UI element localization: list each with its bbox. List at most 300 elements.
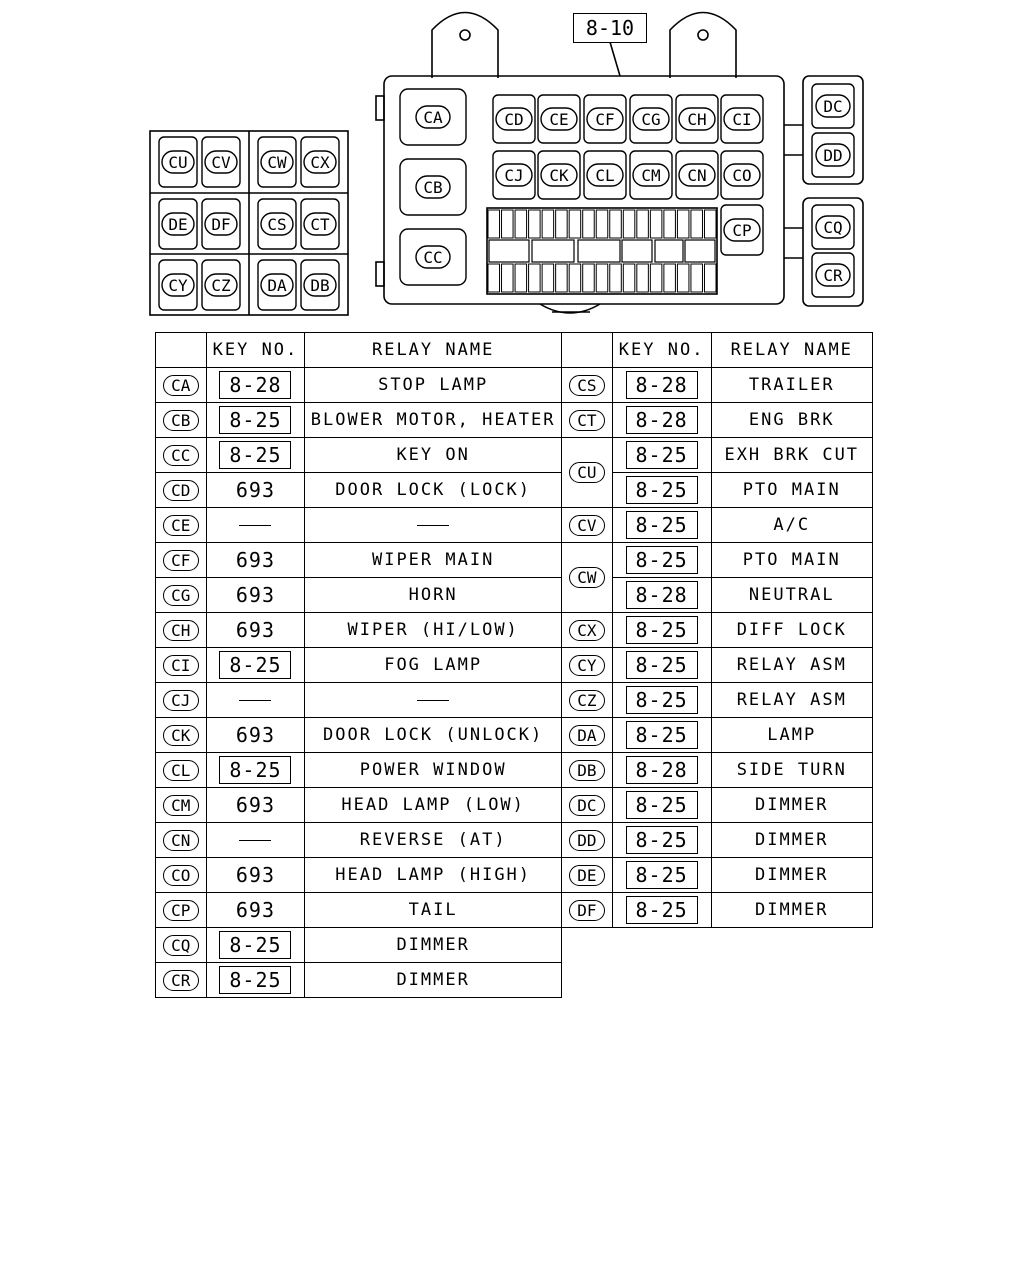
relay-code-label: CS <box>267 215 287 234</box>
relay-name-cell: DIMMER <box>711 823 873 858</box>
key-number: 8-28 <box>626 756 698 784</box>
relay-name-cell <box>305 508 562 543</box>
relay-name-cell: EXH BRK CUT <box>711 438 873 473</box>
key-no-cell <box>206 648 305 683</box>
relay-code-label: CE <box>549 110 569 129</box>
relay-dc <box>812 84 854 128</box>
relay-cx <box>301 137 339 187</box>
fuse-slot <box>583 210 595 238</box>
table-row <box>562 648 873 683</box>
relay-code-cell <box>156 543 207 578</box>
housing-key-label: 8-10 <box>573 13 647 43</box>
key-number: 8-28 <box>626 371 698 399</box>
relay-code-label: CG <box>641 110 661 129</box>
table-row <box>156 893 562 928</box>
table-row <box>562 508 873 543</box>
relay-name-cell: DIMMER <box>711 788 873 823</box>
key-number: 8-25 <box>626 616 698 644</box>
relay-name-cell: BLOWER MOTOR, HEATER <box>305 403 562 438</box>
relay-code-label: CU <box>168 153 188 172</box>
key-no-cell <box>206 893 305 928</box>
relay-name-cell: LAMP <box>711 718 873 753</box>
relay-name-cell: HEAD LAMP (LOW) <box>305 788 562 823</box>
relay-code-label: DA <box>267 276 287 295</box>
key-number: 8-25 <box>626 721 698 749</box>
fuse-slot-large <box>685 240 715 262</box>
key-no-cell <box>612 718 711 753</box>
key-number: 8-25 <box>626 651 698 679</box>
relay-name-cell: FOG LAMP <box>305 648 562 683</box>
relay-co <box>721 151 763 199</box>
relay-cq <box>812 205 854 249</box>
table-row <box>156 858 562 893</box>
relay-code-badge: CF <box>163 550 199 571</box>
key-no-cell <box>206 928 305 963</box>
fuse-slot <box>488 264 500 292</box>
relay-code-label: CK <box>549 166 569 185</box>
relay-code-badge: CC <box>163 445 199 466</box>
key-number: 693 <box>235 618 276 642</box>
table-row <box>562 753 873 788</box>
key-no-cell <box>612 438 711 473</box>
relay-cw <box>258 137 296 187</box>
relay-cj <box>493 151 535 199</box>
fuse-slot <box>502 264 514 292</box>
fuse-slot <box>569 264 581 292</box>
relay-code-badge: CI <box>163 655 199 676</box>
relay-code-cell <box>562 858 613 893</box>
relay-code-label: CZ <box>211 276 231 295</box>
relay-name-cell: HEAD LAMP (HIGH) <box>305 858 562 893</box>
fuse-slot <box>691 210 703 238</box>
key-number: 8-25 <box>219 406 291 434</box>
key-no-cell <box>206 368 305 403</box>
relay-code-label: CY <box>168 276 188 295</box>
table-row <box>156 578 562 613</box>
relay-cf <box>584 95 626 143</box>
key-no-cell <box>206 543 305 578</box>
relay-code-badge: CZ <box>569 690 605 711</box>
relay-cp <box>721 205 763 255</box>
relay-code-cell <box>156 368 207 403</box>
table-row <box>156 753 562 788</box>
fuse-slot <box>664 210 676 238</box>
relay-code-badge: CQ <box>163 935 199 956</box>
key-no-cell <box>206 963 305 998</box>
fuse-slot <box>664 264 676 292</box>
header-blank <box>156 333 207 368</box>
relay-code-badge: CT <box>569 410 605 431</box>
relay-code-badge: DD <box>569 830 605 851</box>
key-number: 693 <box>235 863 276 887</box>
fuse-slot <box>610 264 622 292</box>
key-no-cell <box>612 403 711 438</box>
relay-cg <box>630 95 672 143</box>
relay-box-diagram <box>0 0 1024 330</box>
table-row <box>562 683 873 718</box>
relay-name-cell: RELAY ASM <box>711 683 873 718</box>
relay-da <box>258 260 296 310</box>
table-row <box>156 718 562 753</box>
relay-code-cell <box>562 508 613 543</box>
relay-db <box>301 260 339 310</box>
fuse-slot <box>529 264 541 292</box>
relay-name-cell: POWER WINDOW <box>305 753 562 788</box>
fuse-slot <box>556 210 568 238</box>
relay-code-cell <box>156 963 207 998</box>
key-number: 8-25 <box>626 546 698 574</box>
relay-code-cell <box>562 753 613 788</box>
relay-code-cell <box>156 718 207 753</box>
relay-code-badge: CG <box>163 585 199 606</box>
relay-name-cell: DIFF LOCK <box>711 613 873 648</box>
relay-cy <box>159 260 197 310</box>
relay-code-label: CQ <box>823 218 843 237</box>
relay-code-cell <box>156 823 207 858</box>
relay-name-cell: PTO MAIN <box>711 543 873 578</box>
relay-code-badge: CP <box>163 900 199 921</box>
key-number: 8-25 <box>219 931 291 959</box>
key-no-cell <box>206 508 305 543</box>
relay-cs <box>258 199 296 249</box>
relay-name-cell: WIPER (HI/LOW) <box>305 613 562 648</box>
relay-code-cell <box>562 718 613 753</box>
header-relay-name: RELAY NAME <box>305 333 562 368</box>
fuse-slot <box>569 210 581 238</box>
relay-code-cell <box>156 508 207 543</box>
relay-code-badge: CR <box>163 970 199 991</box>
key-no-cell <box>612 893 711 928</box>
key-no-cell <box>612 578 711 613</box>
relay-code-label: CF <box>595 110 615 129</box>
relay-ck <box>538 151 580 199</box>
relay-name-cell: DOOR LOCK (UNLOCK) <box>305 718 562 753</box>
table-row <box>562 368 873 403</box>
key-no-cell <box>206 473 305 508</box>
table-row <box>156 928 562 963</box>
relay-code-label: CL <box>595 166 615 185</box>
table-row <box>156 543 562 578</box>
relay-code-cell <box>156 613 207 648</box>
fuse-slot <box>637 264 649 292</box>
relay-ct <box>301 199 339 249</box>
table-row <box>156 963 562 998</box>
key-number: 693 <box>235 793 276 817</box>
relay-code-badge: DE <box>569 865 605 886</box>
relay-name-cell: TRAILER <box>711 368 873 403</box>
relay-code-badge: DB <box>569 760 605 781</box>
key-no-cell <box>206 788 305 823</box>
relay-code-label: DC <box>823 97 843 116</box>
key-number: 693 <box>235 478 276 502</box>
key-no-cell <box>612 648 711 683</box>
key-no-cell <box>612 683 711 718</box>
empty-dash <box>239 525 271 526</box>
fuse-slot <box>542 210 554 238</box>
relay-code-badge: CV <box>569 515 605 536</box>
relay-cn <box>676 151 718 199</box>
relay-code-badge: DA <box>569 725 605 746</box>
relay-code-label: CX <box>310 153 330 172</box>
fuse-slot <box>583 264 595 292</box>
key-no-cell <box>612 753 711 788</box>
table-row <box>156 508 562 543</box>
relay-code-cell <box>562 543 613 613</box>
key-number: 8-25 <box>626 791 698 819</box>
relay-code-label: CI <box>732 110 752 129</box>
fuse-slot <box>542 264 554 292</box>
relay-name-cell: STOP LAMP <box>305 368 562 403</box>
relay-code-badge: CH <box>163 620 199 641</box>
fuse-slot <box>704 210 716 238</box>
key-number: 8-25 <box>219 966 291 994</box>
key-number: 693 <box>235 583 276 607</box>
relay-code-cell <box>562 613 613 648</box>
relay-name-cell: DIMMER <box>305 963 562 998</box>
relay-ch <box>676 95 718 143</box>
relay-code-badge: CY <box>569 655 605 676</box>
relay-code-label: CO <box>732 166 752 185</box>
relay-code-label: CD <box>504 110 524 129</box>
relay-cd <box>493 95 535 143</box>
relay-cu <box>159 137 197 187</box>
table-row <box>156 403 562 438</box>
relay-df <box>202 199 240 249</box>
relay-code-label: CC <box>423 248 443 267</box>
relay-code-cell <box>562 893 613 928</box>
relay-code-label: CN <box>687 166 707 185</box>
key-number: 8-25 <box>626 441 698 469</box>
fuse-slot-large <box>578 240 620 262</box>
key-number: 8-28 <box>626 406 698 434</box>
relay-dd <box>812 133 854 177</box>
relay-ci <box>721 95 763 143</box>
fuse-slot <box>488 210 500 238</box>
relay-name-cell: WIPER MAIN <box>305 543 562 578</box>
relay-code-cell <box>562 823 613 858</box>
relay-name-cell: HORN <box>305 578 562 613</box>
relay-cr <box>812 253 854 297</box>
fuse-slot <box>515 210 527 238</box>
fuse-slot <box>596 264 608 292</box>
table-row <box>156 368 562 403</box>
relay-code-cell <box>156 893 207 928</box>
key-number: 8-25 <box>219 441 291 469</box>
relay-code-cell <box>156 403 207 438</box>
key-no-cell <box>206 718 305 753</box>
relay-code-badge: CE <box>163 515 199 536</box>
relay-code-badge: DF <box>569 900 605 921</box>
key-no-cell <box>206 823 305 858</box>
fuse-slot <box>650 210 662 238</box>
relay-cm <box>630 151 672 199</box>
relay-code-label: DF <box>211 215 231 234</box>
key-no-cell <box>612 613 711 648</box>
relay-code-cell <box>562 648 613 683</box>
relay-code-badge: CD <box>163 480 199 501</box>
relay-code-cell <box>156 683 207 718</box>
fuse-slot <box>704 264 716 292</box>
key-no-cell <box>612 473 711 508</box>
fuse-slot-large <box>489 240 529 262</box>
key-no-cell <box>206 403 305 438</box>
table-row <box>156 473 562 508</box>
fuse-slot <box>515 264 527 292</box>
key-no-cell <box>612 543 711 578</box>
relay-code-badge: CK <box>163 725 199 746</box>
relay-code-cell <box>562 403 613 438</box>
relay-code-cell <box>156 473 207 508</box>
relay-code-label: CV <box>211 153 231 172</box>
relay-code-cell <box>156 753 207 788</box>
key-no-cell <box>206 683 305 718</box>
key-number: 8-25 <box>626 476 698 504</box>
relay-cb <box>400 159 466 215</box>
header-key-no: KEY NO. <box>206 333 305 368</box>
relay-code-label: CB <box>423 178 443 197</box>
table-row <box>562 788 873 823</box>
relay-code-cell <box>156 438 207 473</box>
relay-code-badge: DC <box>569 795 605 816</box>
relay-code-cell <box>156 788 207 823</box>
fuse-slot <box>650 264 662 292</box>
header-blank <box>562 333 613 368</box>
relay-cl <box>584 151 626 199</box>
relay-code-badge: CS <box>569 375 605 396</box>
relay-code-cell <box>562 438 613 508</box>
key-number: 693 <box>235 548 276 572</box>
fuse-slot <box>556 264 568 292</box>
empty-dash <box>239 840 271 841</box>
key-no-cell <box>206 613 305 648</box>
header-relay-name: RELAY NAME <box>711 333 873 368</box>
relay-name-cell: A/C <box>711 508 873 543</box>
fuse-slot <box>502 210 514 238</box>
key-number: 8-25 <box>626 826 698 854</box>
relay-cz <box>202 260 240 310</box>
relay-code-badge: CB <box>163 410 199 431</box>
fuse-slot <box>691 264 703 292</box>
relay-code-badge: CU <box>569 462 605 483</box>
fuse-slot-large <box>655 240 683 262</box>
relay-name-cell: NEUTRAL <box>711 578 873 613</box>
relay-code-label: DD <box>823 146 843 165</box>
key-no-cell <box>612 858 711 893</box>
fuse-slot-large <box>622 240 652 262</box>
relay-code-label: DE <box>168 215 188 234</box>
fuse-slot <box>623 210 635 238</box>
relay-code-badge: CW <box>569 567 605 588</box>
relay-name-cell: DIMMER <box>711 858 873 893</box>
key-no-cell <box>206 858 305 893</box>
relay-name-cell: DIMMER <box>305 928 562 963</box>
fuse-slot <box>529 210 541 238</box>
key-number: 8-25 <box>219 651 291 679</box>
table-row <box>156 648 562 683</box>
key-number: 8-28 <box>626 581 698 609</box>
relay-code-label: CT <box>310 215 330 234</box>
key-number: 8-25 <box>219 756 291 784</box>
relay-ca <box>400 89 466 145</box>
table-row <box>562 718 873 753</box>
table-row <box>156 823 562 858</box>
relay-code-cell <box>562 788 613 823</box>
fuse-slot <box>677 210 689 238</box>
key-no-cell <box>206 753 305 788</box>
key-no-cell <box>612 788 711 823</box>
table-row <box>562 613 873 648</box>
relay-code-badge: CX <box>569 620 605 641</box>
relay-code-badge: CM <box>163 795 199 816</box>
relay-name-cell: PTO MAIN <box>711 473 873 508</box>
relay-code-label: CW <box>267 153 287 172</box>
relay-de <box>159 199 197 249</box>
fuse-slot <box>596 210 608 238</box>
fuse-slot <box>637 210 649 238</box>
relay-code-label: CM <box>641 166 661 185</box>
relay-code-label: DB <box>310 276 330 295</box>
table-row <box>156 438 562 473</box>
relay-code-label: CA <box>423 108 443 127</box>
relay-code-cell <box>562 683 613 718</box>
key-no-cell <box>206 578 305 613</box>
relay-code-label: CP <box>732 221 752 240</box>
fuse-slot <box>623 264 635 292</box>
table-row <box>562 403 873 438</box>
key-number: 8-28 <box>219 371 291 399</box>
table-row <box>156 788 562 823</box>
fuse-slot <box>677 264 689 292</box>
relay-name-cell: KEY ON <box>305 438 562 473</box>
fuse-slot-large <box>532 240 574 262</box>
relay-name-cell: RELAY ASM <box>711 648 873 683</box>
relay-cv <box>202 137 240 187</box>
relay-code-label: CR <box>823 266 843 285</box>
relay-name-cell: DIMMER <box>711 893 873 928</box>
relay-ce <box>538 95 580 143</box>
header-key-no: KEY NO. <box>612 333 711 368</box>
table-row <box>156 613 562 648</box>
relay-code-cell <box>156 648 207 683</box>
relay-name-cell: SIDE TURN <box>711 753 873 788</box>
relay-code-badge: CN <box>163 830 199 851</box>
empty-dash <box>417 700 449 701</box>
relay-code-label: CJ <box>504 166 524 185</box>
key-number: 693 <box>235 898 276 922</box>
key-number: 8-25 <box>626 686 698 714</box>
relay-table-right <box>561 332 873 928</box>
key-number: 8-25 <box>626 511 698 539</box>
relay-code-cell <box>156 578 207 613</box>
empty-dash <box>417 525 449 526</box>
table-row <box>156 683 562 718</box>
relay-code-cell <box>156 858 207 893</box>
table-row <box>562 823 873 858</box>
relay-name-cell: REVERSE (AT) <box>305 823 562 858</box>
relay-code-badge: CJ <box>163 690 199 711</box>
table-row <box>562 893 873 928</box>
relay-cc <box>400 229 466 285</box>
key-no-cell <box>206 438 305 473</box>
key-no-cell <box>612 823 711 858</box>
relay-code-label: CH <box>687 110 707 129</box>
relay-code-badge: CA <box>163 375 199 396</box>
relay-code-badge: CL <box>163 760 199 781</box>
relay-code-cell <box>156 928 207 963</box>
relay-code-badge: CO <box>163 865 199 886</box>
table-row <box>562 438 873 473</box>
key-no-cell <box>612 508 711 543</box>
